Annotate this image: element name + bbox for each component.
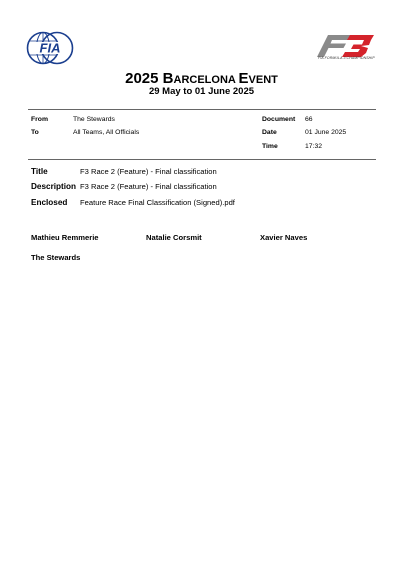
from-value: The Stewards bbox=[73, 116, 115, 123]
enclosed-attachment[interactable]: Feature Race Final Classification (Signed).pdf bbox=[80, 198, 235, 207]
enclosed-label: Enclosed bbox=[31, 198, 68, 207]
steward-name: Xavier Naves bbox=[260, 233, 308, 242]
date-value: 01 June 2025 bbox=[305, 129, 347, 136]
event-title: 2025 BARCELONA EVENT bbox=[125, 70, 278, 87]
time-label: Time bbox=[262, 143, 278, 150]
document-value: 66 bbox=[305, 116, 313, 123]
time-value: 17:32 bbox=[305, 143, 323, 150]
description-value: F3 Race 2 (Feature) - Final classification bbox=[80, 182, 217, 191]
title-value: F3 Race 2 (Feature) - Final classification bbox=[80, 167, 217, 176]
f3-logo bbox=[314, 33, 376, 65]
fia-logo bbox=[26, 31, 74, 65]
event-dates: 29 May to 01 June 2025 bbox=[148, 86, 255, 97]
date-label: Date bbox=[262, 129, 277, 136]
document-label: Document bbox=[262, 116, 296, 123]
fia-logo-text: FIA bbox=[39, 40, 61, 56]
to-label: To bbox=[31, 129, 39, 136]
signoff: The Stewards bbox=[31, 253, 81, 262]
divider-top bbox=[28, 109, 376, 110]
to-value: All Teams, All Officials bbox=[73, 129, 140, 136]
steward-name: Natalie Corsmit bbox=[146, 233, 202, 242]
from-label: From bbox=[31, 116, 48, 123]
description-label: Description bbox=[31, 182, 77, 191]
title-label: Title bbox=[31, 167, 48, 176]
divider-bottom bbox=[28, 159, 376, 160]
steward-name: Mathieu Remmerie bbox=[31, 233, 99, 242]
f3-logo-subtext: FIA FORMULA 3 CHAMPIONSHIP bbox=[318, 56, 375, 60]
